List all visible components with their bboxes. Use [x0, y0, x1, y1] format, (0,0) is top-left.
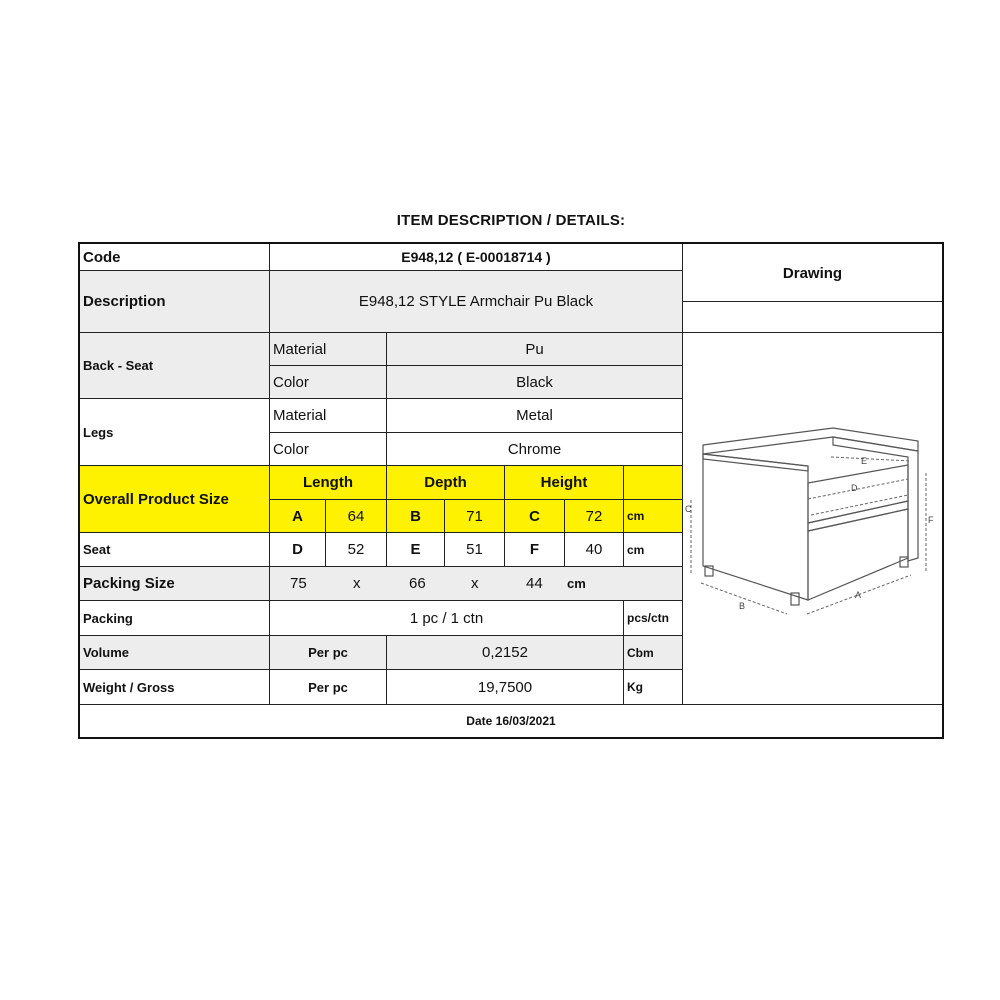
seat-unit: cm — [624, 533, 683, 567]
armchair-drawing — [683, 333, 942, 705]
drawing-dim-c: C — [685, 504, 692, 514]
weight-value: 19,7500 — [387, 670, 624, 705]
packing-width: 66 — [409, 575, 426, 592]
overall-size-label: Overall Product Size — [80, 466, 270, 533]
packing-value: 1 pc / 1 ctn — [270, 601, 624, 636]
spec-sheet — [78, 242, 944, 739]
length-header: Length — [270, 466, 387, 500]
dim-e-label: E — [387, 533, 445, 567]
volume-label: Volume — [80, 636, 270, 670]
drawing-dim-f: F — [928, 515, 934, 525]
height-header: Height — [505, 466, 624, 500]
overall-unit: cm — [624, 500, 683, 533]
depth-header: Depth — [387, 466, 505, 500]
back-seat-color: Black — [387, 366, 683, 399]
description-value: E948,12 STYLE Armchair Pu Black — [270, 271, 683, 333]
drawing-dim-d: D — [851, 483, 858, 493]
dim-f-value: 40 — [565, 533, 624, 567]
dim-b-value: 71 — [445, 500, 505, 533]
volume-per: Per pc — [270, 636, 387, 670]
drawing-dim-b: B — [739, 601, 746, 611]
weight-label: Weight / Gross — [80, 670, 270, 705]
dim-a-value: 64 — [326, 500, 387, 533]
packing-size-cell — [270, 567, 683, 601]
page-title: ITEM DESCRIPTION / DETAILS: — [396, 212, 626, 229]
packing-unit: pcs/ctn — [624, 601, 683, 636]
packing-height: 44 — [526, 575, 543, 592]
dim-c-label: C — [505, 500, 565, 533]
dim-d-value: 52 — [326, 533, 387, 567]
back-seat-color-label: Color — [270, 366, 387, 399]
drawing-header: Drawing — [683, 244, 942, 302]
volume-value: 0,2152 — [387, 636, 624, 670]
back-seat-material-label: Material — [270, 333, 387, 366]
legs-label: Legs — [80, 399, 270, 466]
volume-unit: Cbm — [624, 636, 683, 670]
code-label: Code — [80, 244, 270, 271]
drawing-spacer — [683, 302, 942, 333]
packing-length: 75 — [290, 575, 307, 592]
armchair-diagram — [683, 333, 942, 705]
dim-b-label: B — [387, 500, 445, 533]
legs-color: Chrome — [387, 433, 683, 466]
drawing-dim-a: A — [855, 590, 862, 600]
packing-x2: x — [471, 575, 479, 592]
dim-a-label: A — [270, 500, 326, 533]
dim-c-value: 72 — [565, 500, 624, 533]
date-footer: Date 16/03/2021 — [466, 714, 556, 728]
drawing-dim-e: E — [861, 456, 868, 466]
weight-unit: Kg — [624, 670, 683, 705]
seat-label: Seat — [80, 533, 270, 567]
dim-d-label: D — [270, 533, 326, 567]
packing-x1: x — [353, 575, 361, 592]
packing-size-label: Packing Size — [80, 567, 270, 601]
packing-size-unit: cm — [567, 576, 586, 591]
legs-material-label: Material — [270, 399, 387, 433]
dim-e-value: 51 — [445, 533, 505, 567]
legs-color-label: Color — [270, 433, 387, 466]
overall-empty-cell — [624, 466, 683, 500]
code-value: E948,12 ( E-00018714 ) — [270, 244, 683, 271]
back-seat-label: Back - Seat — [80, 333, 270, 399]
back-seat-material: Pu — [387, 333, 683, 366]
dim-f-label: F — [505, 533, 565, 567]
description-label: Description — [80, 271, 270, 333]
packing-label: Packing — [80, 601, 270, 636]
weight-per: Per pc — [270, 670, 387, 705]
legs-material: Metal — [387, 399, 683, 433]
